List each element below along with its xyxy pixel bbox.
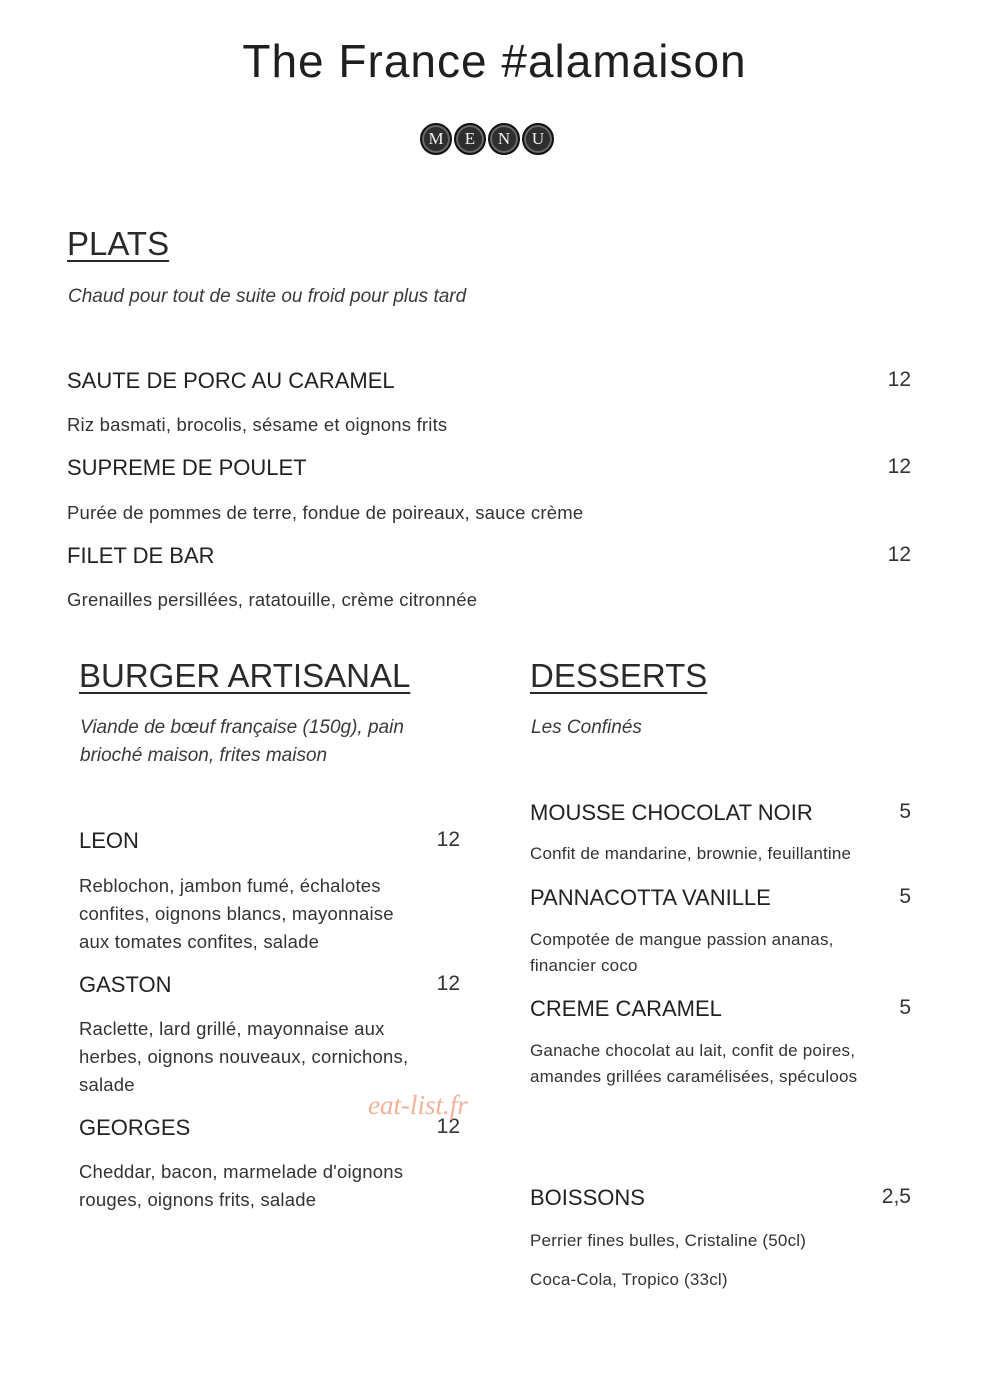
description-line: salade — [79, 1074, 135, 1095]
dessert-item-price: 5 — [899, 996, 911, 1019]
dessert-item-name: MOUSSE CHOCOLAT NOIR — [530, 800, 813, 825]
plats-item-description: Purée de pommes de terre, fondue de poireaux, sauce crème — [67, 502, 584, 523]
description-line: Raclette, lard grillé, mayonnaise aux — [79, 1018, 385, 1039]
plats-item-name: FILET DE BAR — [67, 543, 215, 568]
plats-item-description: Riz basmati, brocolis, sésame et oignons frits — [67, 414, 448, 435]
burger-heading: BURGER ARTISANAL — [79, 657, 411, 694]
description-line: Compotée de mangue passion ananas, — [530, 930, 834, 949]
desserts-heading: DESSERTS — [530, 657, 708, 694]
dessert-item-price: 5 — [899, 885, 911, 908]
plats-subtitle: Chaud pour tout de suite ou froid pour plus tard — [68, 286, 467, 307]
burger-item-name: GASTON — [79, 972, 172, 997]
burger-item-price: 12 — [436, 828, 460, 851]
description-line: Cheddar, bacon, marmelade d'oignons — [79, 1161, 404, 1182]
plats-item-price: 12 — [887, 455, 911, 478]
boissons-line: Coca-Cola, Tropico (33cl) — [530, 1270, 728, 1289]
dessert-item-name: PANNACOTTA VANILLE — [530, 885, 771, 910]
burger-subtitle-line: Viande de bœuf française (150g), pain — [80, 717, 404, 738]
burger-item-description — [79, 1158, 403, 1214]
burger-item-price: 12 — [436, 972, 460, 995]
description-line: amandes grillées caramélisées, spéculoos — [530, 1067, 858, 1086]
burger-item-description — [79, 872, 394, 956]
plats-item-name: SAUTE DE PORC AU CARAMEL — [67, 368, 395, 393]
plats-item-price: 12 — [887, 543, 911, 566]
burger-subtitle-line: brioché maison, frites maison — [80, 745, 328, 766]
burger-item-description — [79, 1015, 408, 1099]
description-line: aux tomates confites, salade — [79, 931, 320, 952]
menu-badge-letter: N — [488, 123, 520, 155]
description-line: Reblochon, jambon fumé, échalotes — [79, 875, 381, 896]
dessert-item-price: 5 — [899, 800, 911, 823]
burger-subtitle — [80, 714, 404, 770]
plats-item-price: 12 — [887, 368, 911, 391]
description-line: Confit de mandarine, brownie, feuillantine — [530, 844, 852, 863]
menu-badge-letter: U — [522, 123, 554, 155]
watermark-text: eat-list.fr — [368, 1090, 468, 1120]
plats-heading: PLATS — [67, 225, 170, 262]
description-line: herbes, oignons nouveaux, cornichons, — [79, 1046, 409, 1067]
dessert-item-description — [530, 841, 851, 867]
page-title: The France #alamaison — [242, 35, 747, 87]
boissons-price: 2,5 — [881, 1185, 911, 1208]
menu-badge-letter: M — [420, 123, 452, 155]
menu-badge-letter: E — [454, 123, 486, 155]
description-line: financier coco — [530, 956, 638, 975]
dessert-item-name: CREME CARAMEL — [530, 996, 722, 1021]
description-line: confites, oignons blancs, mayonnaise — [79, 903, 394, 924]
boissons-name: BOISSONS — [530, 1185, 645, 1210]
burger-item-name: GEORGES — [79, 1115, 191, 1140]
description-line: Ganache chocolat au lait, confit de poires, — [530, 1041, 856, 1060]
burger-item-price: 12 — [436, 1115, 460, 1138]
menu-badge-group — [420, 123, 554, 155]
plats-item-name: SUPREME DE POULET — [67, 455, 307, 480]
boissons-line: Perrier fines bulles, Cristaline (50cl) — [530, 1231, 807, 1250]
desserts-subtitle: Les Confinés — [531, 717, 642, 738]
dessert-item-description — [530, 1038, 857, 1090]
description-line: rouges, oignons frits, salade — [79, 1189, 317, 1210]
burger-item-name: LEON — [79, 828, 139, 853]
dessert-item-description — [530, 927, 834, 979]
plats-item-description: Grenailles persillées, ratatouille, crème citronnée — [67, 589, 478, 610]
